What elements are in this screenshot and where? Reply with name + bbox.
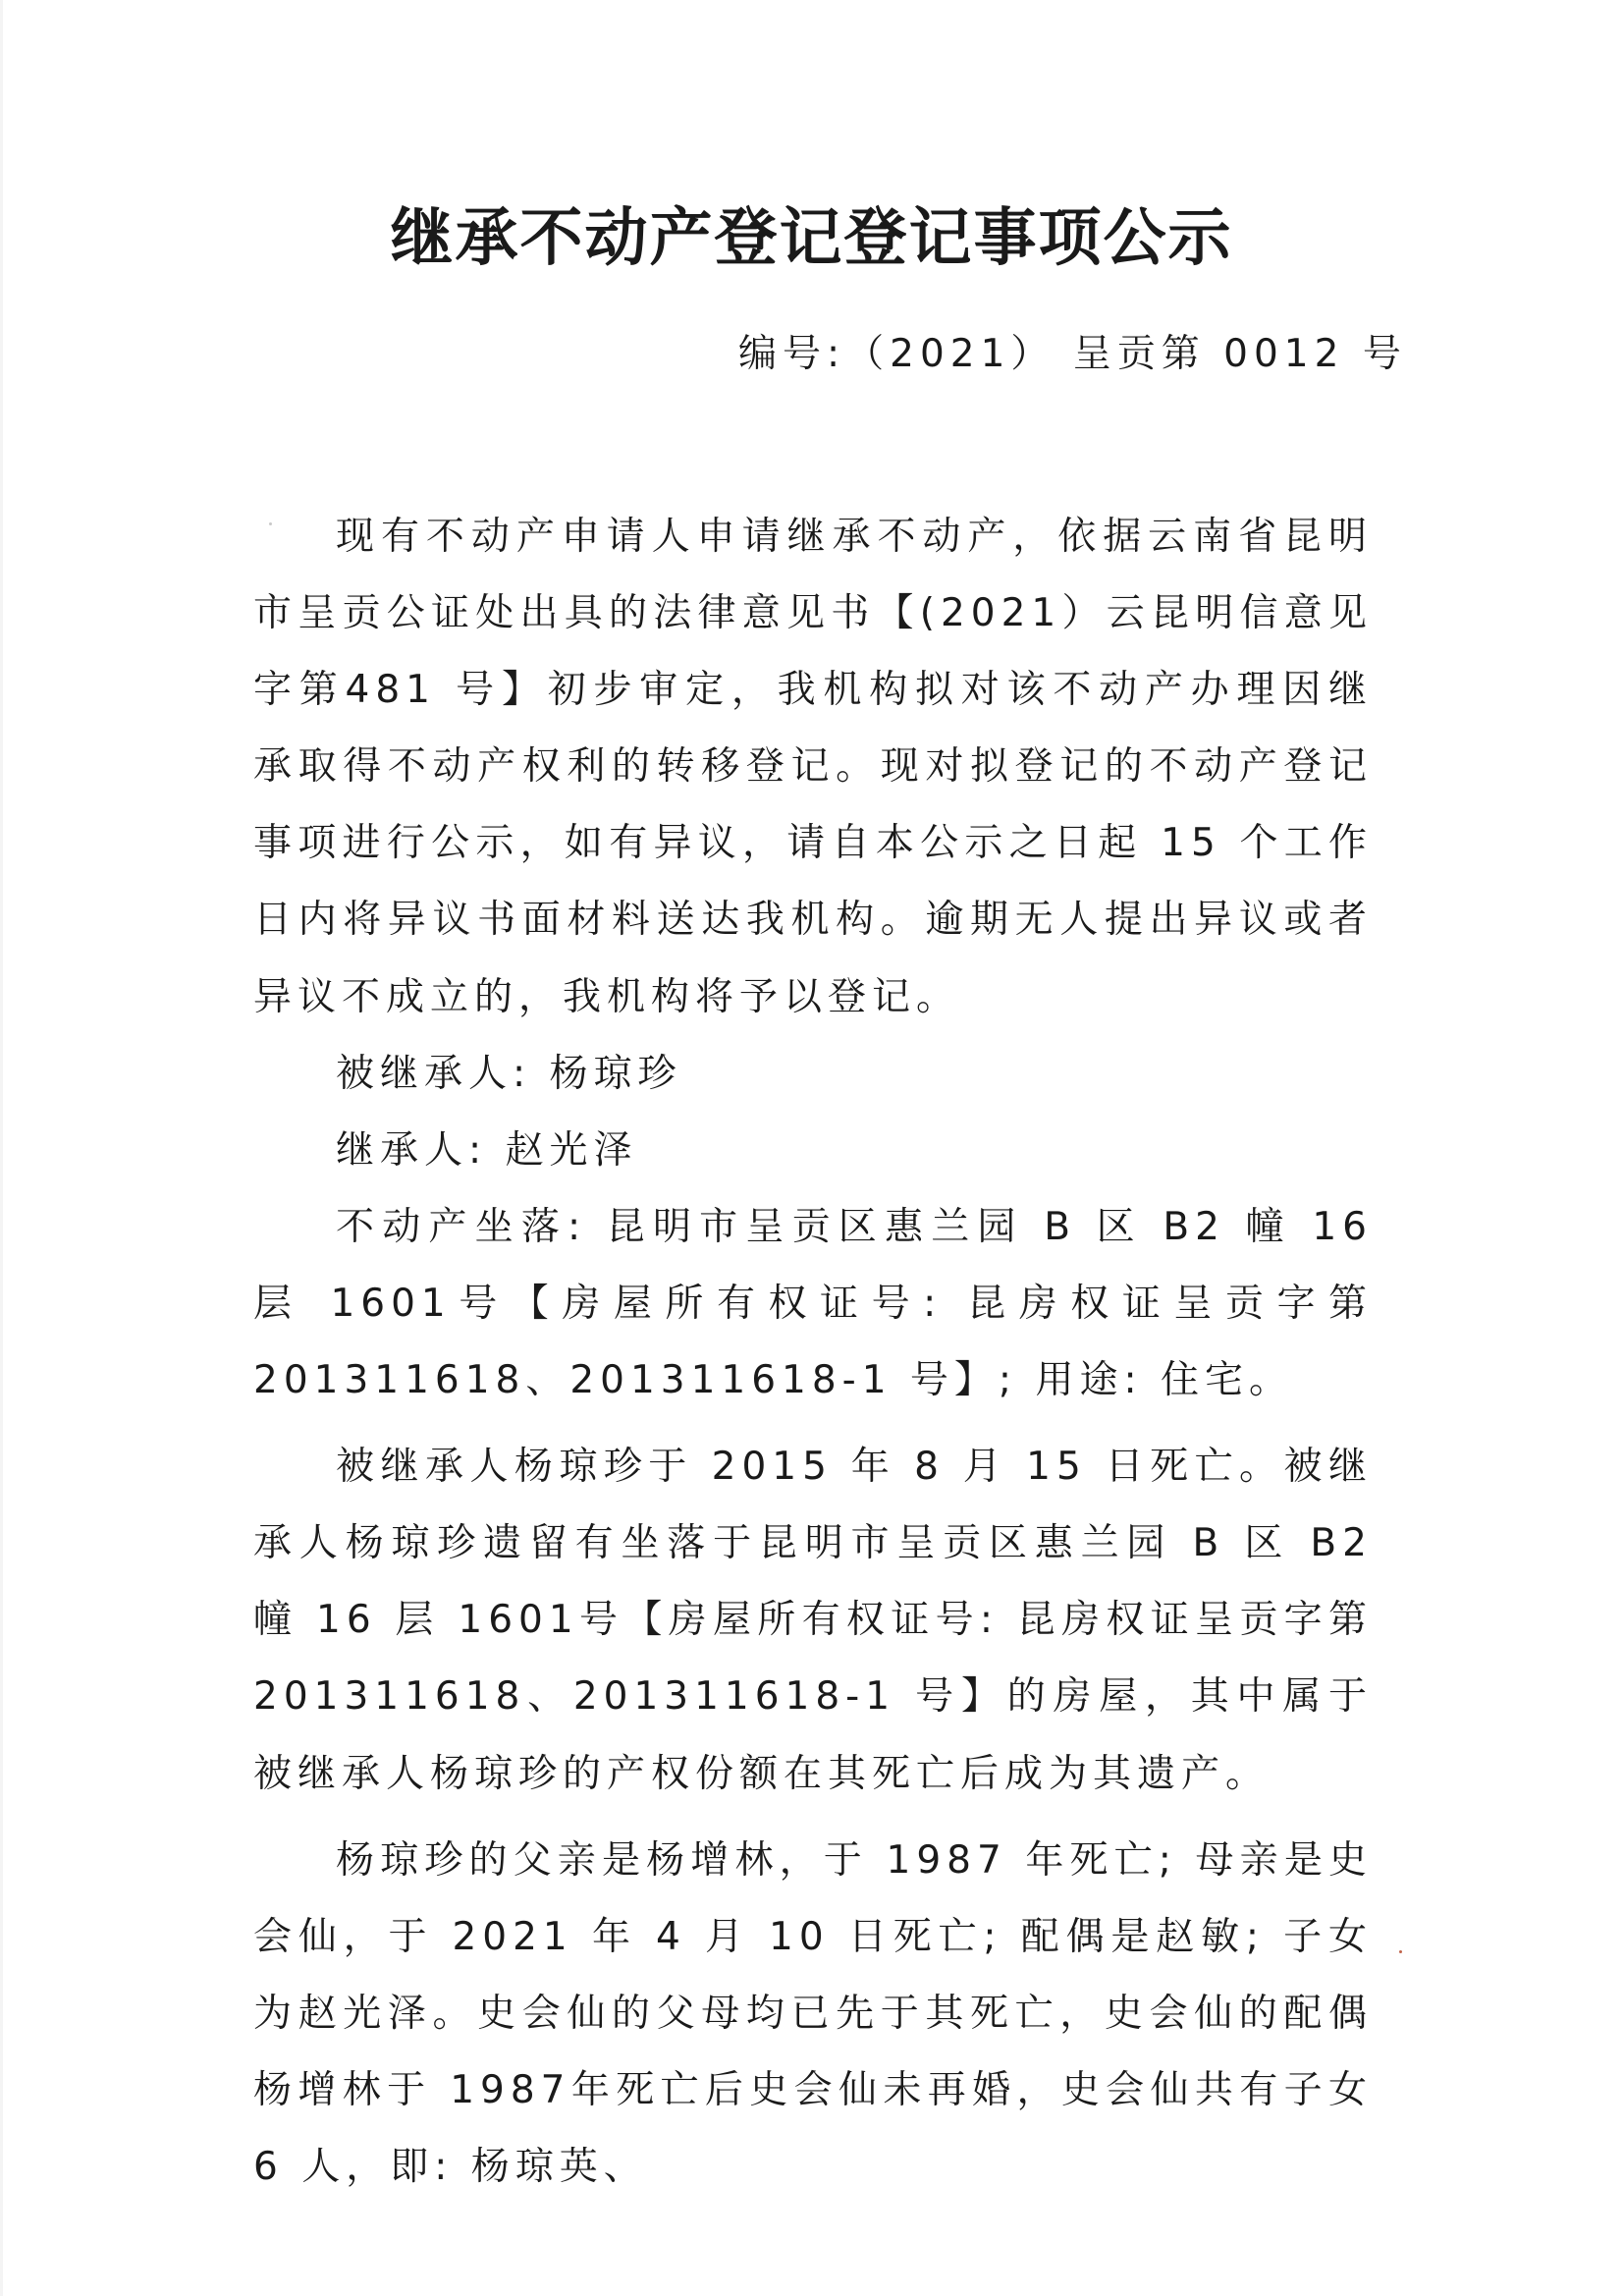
scan-edge: [0, 0, 3, 2296]
paragraph-notice: 现有不动产申请人申请继承不动产，依据云南省昆明市呈贡公证处出具的法律意见书【(2021）云昆明信意见字第481 号】初步审定，我机构拟对该不动产办理因继承取得不动产权利的转移登记。现对拟登记的不动产登记事项进行公示，如有异议，请自本公示之日起 15 个工作日内将异议书面材料送达我机构。逾期无人提出异议或者异议不成立的，我机构将予以登记。: [253, 515, 1373, 1019]
document-title: 继承不动产登记登记事项公示: [390, 202, 1233, 275]
paragraph-family-relations: 杨琼珍的父亲是杨增林，于 1987 年死亡; 母亲是史会仙，于 2021 年 4 月 10 日死亡; 配偶是赵敏; 子女为赵光泽。史会仙的父母均已先于其死亡，史会仙的配偶杨增林于 1987年死亡后史会仙未再婚，史会仙共有子女 6 人，即: 杨琼英、: [253, 1837, 1373, 2189]
paragraph-property-location: 不动产坐落: 昆明市呈贡区惠兰园 B 区 B2 幢 16 层 1601号【房屋所有权证号: 昆房权证呈贡字第 201311618、201311618-1 号】; 用途: 住宅。: [253, 1204, 1373, 1403]
paragraph-decedent: 被继承人: 杨琼珍: [336, 1051, 682, 1096]
document-number: 编号:（2021） 呈贡第 0012 号: [738, 332, 1407, 376]
paragraph-heir: 继承人: 赵光泽: [336, 1127, 638, 1173]
paragraph-inheritance-facts: 被继承人杨琼珍于 2015 年 8 月 15 日死亡。被继承人杨琼珍遗留有坐落于昆明市呈贡区惠兰园 B 区 B2 幢 16 层 1601号【房屋所有权证号: 昆房权证呈贡字第 201311618、201311618-1 号】的房屋，其中属于被继承人杨琼珍的产权份额在其死亡后成为其遗产。: [253, 1445, 1373, 1796]
scan-speck: [269, 522, 272, 525]
document-body: [253, 499, 1373, 2206]
scan-speck: [1399, 1950, 1402, 1953]
